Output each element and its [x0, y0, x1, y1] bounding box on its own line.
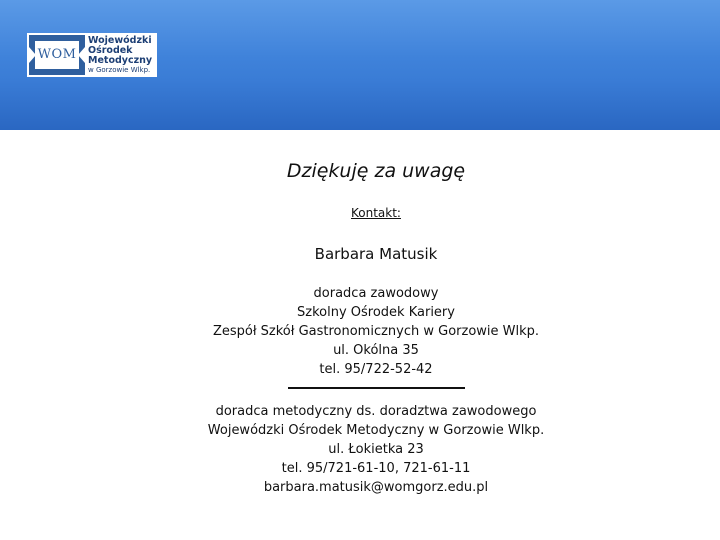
school-name: Zespół Szkół Gastronomicznych w Gorzowie Wlkp. [212, 324, 540, 339]
logo-line-1: Wojewódzki [88, 35, 152, 46]
logo-mark-text: WOM [35, 41, 79, 69]
organization-2: Wojewódzki Ośrodek Metodyczny w Gorzowie Wlkp. [207, 423, 545, 438]
logo-notch-right [78, 47, 85, 63]
organization-1: Szkolny Ośrodek Kariery [297, 305, 455, 320]
header-band [0, 80, 720, 130]
logo-subline: w Gorzowie Wlkp. [88, 66, 151, 74]
wom-logo-icon [29, 35, 85, 75]
logo-line-2: Ośrodek [88, 45, 133, 56]
job-title-1: doradca zawodowy [313, 286, 439, 301]
job-title-2: doradca metodyczny ds. doradztwa zawodowego [215, 404, 537, 419]
slide-title: Dziękuję za uwagę [286, 160, 466, 182]
logo-line-3: Metodyczny [88, 55, 153, 66]
phone-1: tel. 95/722-52-42 [319, 362, 433, 377]
contact-label: Kontakt: [351, 206, 401, 220]
logo-notch-left [29, 47, 36, 63]
header-banner [0, 0, 720, 130]
contact-name: Barbara Matusik [314, 245, 438, 263]
contact-block-wom [0, 402, 720, 497]
logo [27, 33, 157, 77]
logo-text [88, 36, 152, 75]
separator-line [288, 387, 465, 389]
email-link[interactable]: barbara.matusik@womgorz.edu.pl [263, 480, 489, 495]
address-1: ul. Okólna 35 [333, 343, 419, 358]
phone-2: tel. 95/721-61-10, 721-61-11 [281, 461, 471, 476]
contact-block-school [0, 284, 720, 379]
address-2: ul. Łokietka 23 [328, 442, 424, 457]
